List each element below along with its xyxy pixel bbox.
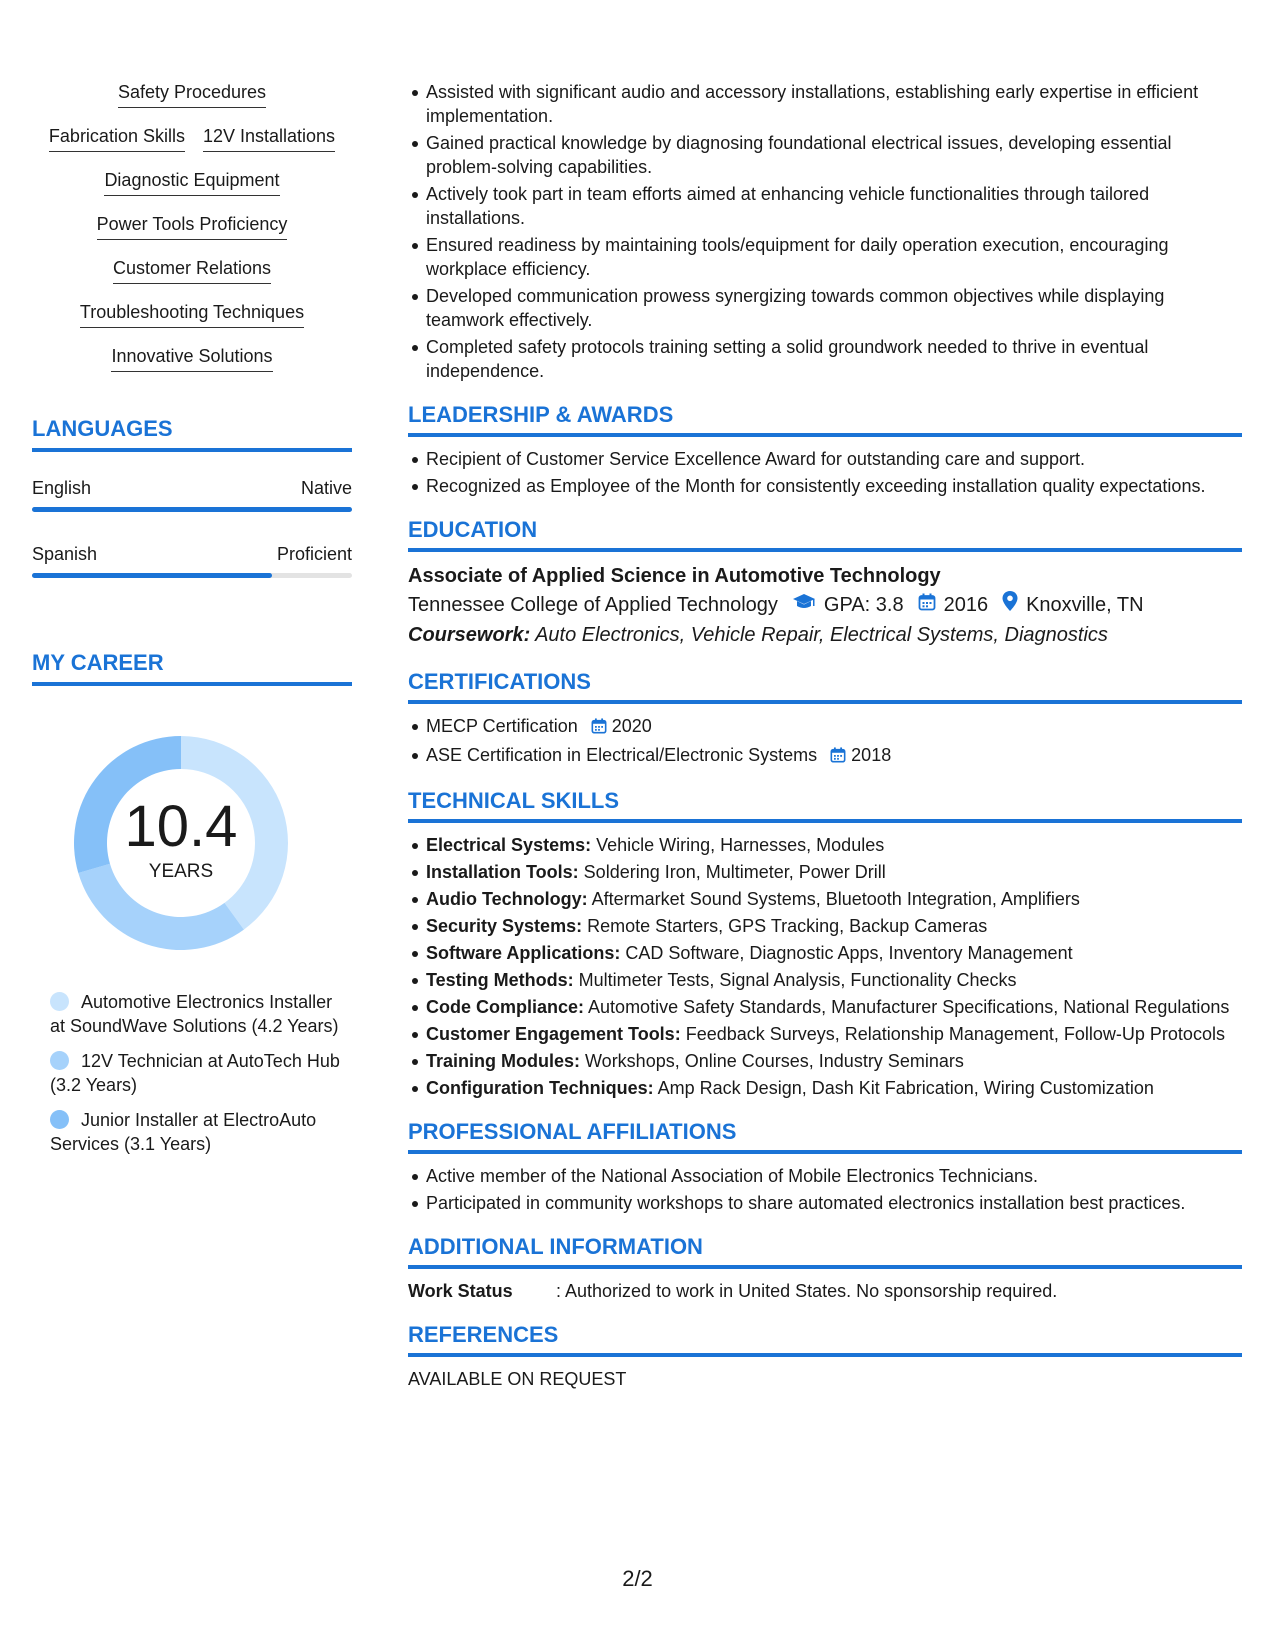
language-item — [32, 544, 352, 578]
technical-skill-item — [426, 833, 1242, 857]
technical-skill-item — [426, 995, 1242, 1019]
education-school: Tennessee College of Applied Technology — [408, 594, 778, 616]
career-donut — [66, 728, 296, 958]
career-legend-item — [50, 1108, 340, 1156]
certification-year: 2020 — [611, 716, 652, 736]
skill-tag: Safety Procedures — [118, 80, 266, 108]
career-section — [32, 650, 352, 1156]
career-legend — [50, 990, 340, 1156]
references-title: REFERENCES — [408, 1321, 1242, 1357]
skill-category: Audio Technology: — [426, 889, 588, 909]
language-bar — [32, 507, 352, 512]
experience-bullet: Completed safety protocols training setting a solid groundwork needed to thrive in eventual independence. — [426, 335, 1242, 383]
language-bar — [32, 573, 352, 578]
legend-dot — [50, 992, 69, 1011]
skill-category: Security Systems: — [426, 916, 583, 936]
education-section — [408, 516, 1242, 650]
certification-name: ASE Certification in Electrical/Electronic Systems — [426, 745, 818, 765]
skill-values: Automotive Safety Standards, Manufacturer Specifications, National Regulations — [584, 997, 1230, 1017]
skill-values: Vehicle Wiring, Harnesses, Modules — [591, 835, 885, 855]
career-legend-text: Junior Installer at ElectroAuto Services (3.1 Years) — [50, 1110, 317, 1154]
language-bar-fill — [32, 507, 352, 512]
language-bar-fill — [32, 573, 272, 578]
certification-item — [426, 714, 1242, 740]
technical-skill-item — [426, 1076, 1242, 1100]
location-pin-icon — [1002, 590, 1018, 620]
education-degree: Associate of Applied Science in Automotive Technology — [408, 565, 941, 587]
experience-bullet: Assisted with significant audio and accessory installations, establishing early expertise in efficient implementation. — [426, 80, 1242, 128]
additional-info-title: ADDITIONAL INFORMATION — [408, 1233, 1242, 1269]
technical-skill-item — [426, 887, 1242, 911]
experience-bullet: Gained practical knowledge by diagnosing foundational electrical issues, developing essential problem-solving capabilities. — [426, 131, 1242, 179]
education-gpa: GPA: 3.8 — [823, 594, 904, 616]
technical-skills-title: TECHNICAL SKILLS — [408, 787, 1242, 823]
experience-bullets — [408, 80, 1242, 383]
skill-category: Customer Engagement Tools: — [426, 1024, 681, 1044]
technical-skill-item — [426, 1022, 1242, 1046]
certifications-section — [408, 668, 1242, 769]
skill-row — [32, 124, 352, 152]
legend-dot — [50, 1051, 69, 1070]
language-name: Spanish — [32, 544, 98, 564]
career-legend-text: 12V Technician at AutoTech Hub (3.2 Years) — [50, 1051, 340, 1095]
skill-row — [32, 256, 352, 284]
technical-skill-item — [426, 860, 1242, 884]
work-status-label: Work Status — [408, 1281, 513, 1301]
education-year: 2016 — [943, 594, 989, 616]
skill-tags — [32, 80, 352, 372]
affiliation-item: Active member of the National Association of Mobile Electronics Technicians. — [426, 1164, 1242, 1188]
skill-values: Multimeter Tests, Signal Analysis, Functionality Checks — [573, 970, 1017, 990]
calendar-icon — [918, 590, 936, 620]
skill-category: Software Applications: — [426, 943, 621, 963]
graduation-cap-icon — [792, 590, 816, 620]
skill-values: Aftermarket Sound Systems, Bluetooth Integration, Amplifiers — [587, 889, 1080, 909]
skill-row — [32, 300, 352, 328]
skill-tag: Customer Relations — [113, 256, 271, 284]
languages-section — [32, 416, 352, 578]
legend-dot — [50, 1110, 69, 1129]
language-name: English — [32, 478, 92, 498]
certification-year: 2018 — [851, 745, 892, 765]
skill-category: Testing Methods: — [426, 970, 574, 990]
skill-tag: Troubleshooting Techniques — [80, 300, 304, 328]
skill-category: Installation Tools: — [426, 862, 579, 882]
experience-bullet: Ensured readiness by maintaining tools/equipment for daily operation execution, encouraging workplace efficiency. — [426, 233, 1242, 281]
affiliations-section — [408, 1118, 1242, 1215]
certifications-title: CERTIFICATIONS — [408, 668, 1242, 704]
references-text: AVAILABLE ON REQUEST — [408, 1369, 627, 1389]
page-number: 2/2 — [622, 1566, 653, 1591]
skill-tag: 12V Installations — [203, 124, 335, 152]
affiliations-title: PROFESSIONAL AFFILIATIONS — [408, 1118, 1242, 1154]
education-coursework — [408, 620, 1242, 650]
skill-row — [32, 168, 352, 196]
leadership-item: Recipient of Customer Service Excellence Award for outstanding care and support. — [426, 447, 1242, 471]
languages-title: LANGUAGES — [32, 416, 352, 452]
experience-bullet: Actively took part in team efforts aimed at enhancing vehicle functionalities through tailored installations. — [426, 182, 1242, 230]
skill-values: Feedback Surveys, Relationship Management, Follow-Up Protocols — [680, 1024, 1225, 1044]
affiliation-item: Participated in community workshops to share automated electronics installation best practices. — [426, 1191, 1242, 1215]
left-column — [32, 80, 352, 1167]
career-legend-text: Automotive Electronics Installer at SoundWave Solutions (4.2 Years) — [50, 992, 339, 1036]
skill-values: Workshops, Online Courses, Industry Seminars — [580, 1051, 964, 1071]
coursework-list: Auto Electronics, Vehicle Repair, Electrical Systems, Diagnostics — [530, 624, 1108, 646]
skill-values: Remote Starters, GPS Tracking, Backup Cameras — [582, 916, 988, 936]
coursework-label: Coursework: — [408, 624, 531, 646]
certification-item — [426, 743, 1242, 769]
skill-tag: Fabrication Skills — [49, 124, 185, 152]
skill-category: Configuration Techniques: — [426, 1078, 654, 1098]
calendar-icon — [591, 716, 607, 740]
skill-row — [32, 212, 352, 240]
skill-category: Electrical Systems: — [426, 835, 592, 855]
skill-row — [32, 344, 352, 372]
leadership-section — [408, 401, 1242, 498]
right-column — [408, 80, 1242, 1391]
career-years-label: YEARS — [148, 861, 214, 882]
references-section — [408, 1321, 1242, 1391]
skill-tag: Power Tools Proficiency — [97, 212, 288, 240]
certification-name: MECP Certification — [426, 716, 578, 736]
education-location: Knoxville, TN — [1026, 594, 1144, 616]
technical-skill-item — [426, 968, 1242, 992]
career-total-years: 10.4 — [124, 794, 238, 859]
technical-skills-section — [408, 787, 1242, 1100]
language-level: Proficient — [276, 544, 352, 564]
career-legend-item — [50, 1049, 340, 1097]
work-status-row — [408, 1279, 1242, 1303]
skill-values: Amp Rack Design, Dash Kit Fabrication, Wiring Customization — [653, 1078, 1154, 1098]
career-legend-item — [50, 990, 340, 1038]
education-title: EDUCATION — [408, 516, 1242, 552]
calendar-icon — [830, 745, 846, 769]
leadership-title: LEADERSHIP & AWARDS — [408, 401, 1242, 437]
experience-bullet: Developed communication prowess synergizing towards common objectives while displaying teamwork effectively. — [426, 284, 1242, 332]
skill-category: Code Compliance: — [426, 997, 585, 1017]
language-item — [32, 478, 352, 512]
leadership-item: Recognized as Employee of the Month for consistently exceeding installation quality expectations. — [426, 474, 1242, 498]
education-details — [408, 590, 1242, 620]
additional-info-section — [408, 1233, 1242, 1303]
skill-tag: Innovative Solutions — [111, 344, 272, 372]
work-status-value: : Authorized to work in United States. No sponsorship required. — [556, 1281, 1058, 1301]
career-title: MY CAREER — [32, 650, 352, 686]
language-level: Native — [300, 478, 352, 498]
technical-skill-item — [426, 941, 1242, 965]
technical-skill-item — [426, 914, 1242, 938]
skill-values: Soldering Iron, Multimeter, Power Drill — [578, 862, 886, 882]
skill-values: CAD Software, Diagnostic Apps, Inventory Management — [620, 943, 1073, 963]
skill-category: Training Modules: — [426, 1051, 581, 1071]
technical-skill-item — [426, 1049, 1242, 1073]
skill-row — [32, 80, 352, 108]
skill-tag: Diagnostic Equipment — [104, 168, 279, 196]
